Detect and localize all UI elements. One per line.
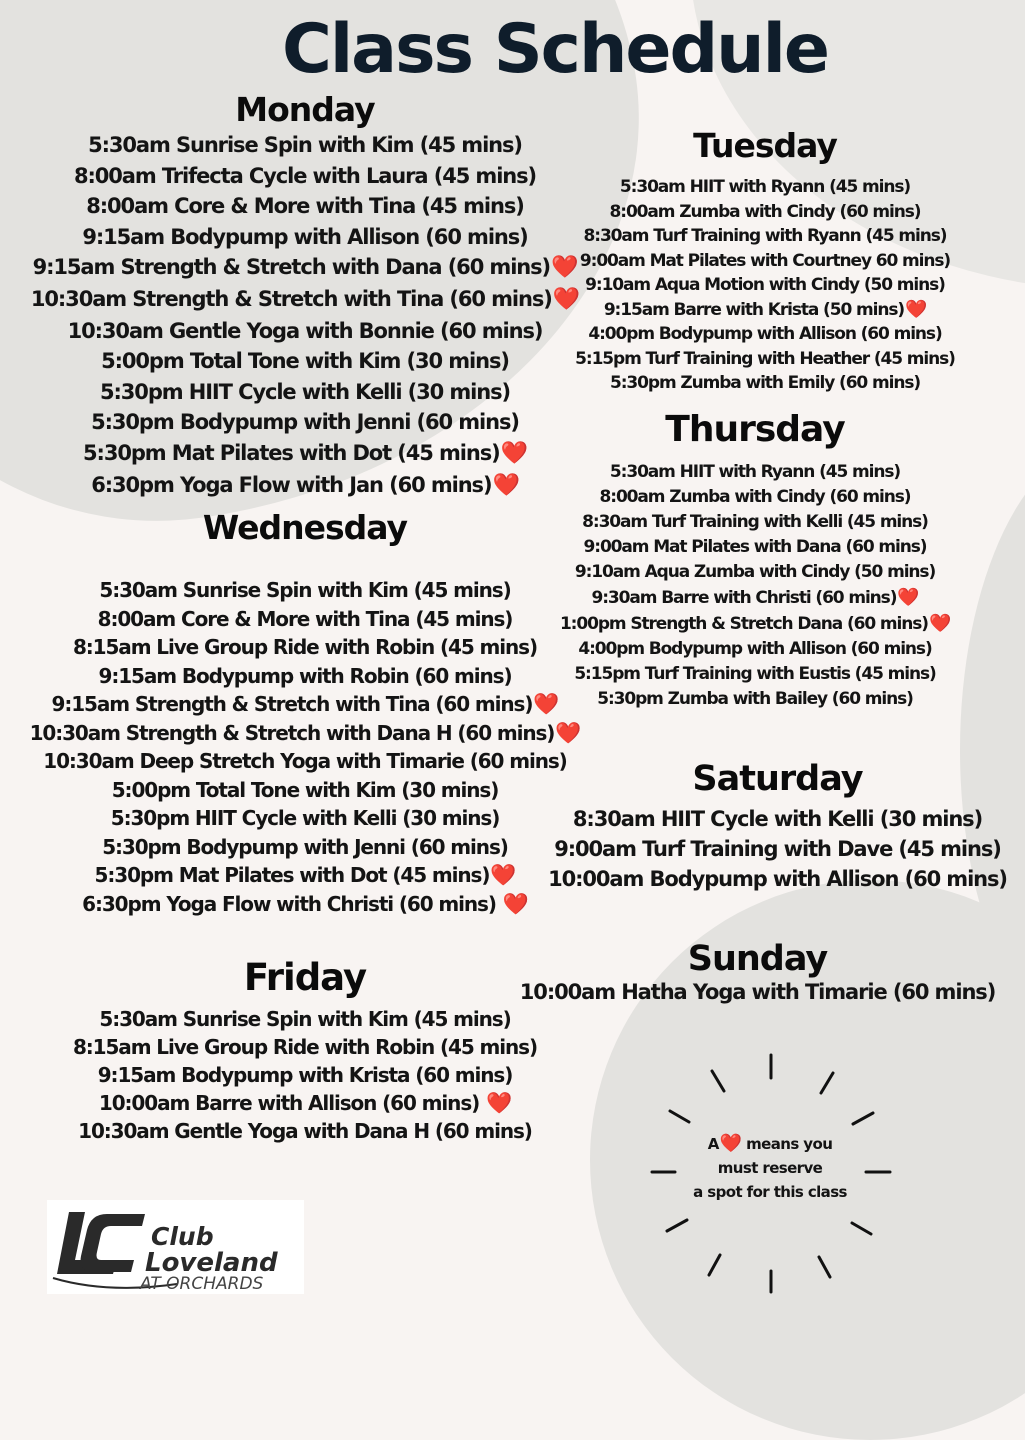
class-text: 9:15am Bodypump with Robin (60 mins) bbox=[98, 663, 512, 688]
class-list bbox=[540, 804, 1015, 894]
heart-icon: ❤️ bbox=[552, 286, 580, 312]
class-text: 10:30am Gentle Yoga with Dana H (60 mins) bbox=[78, 1119, 532, 1143]
day-section-wednesday bbox=[20, 508, 590, 918]
class-text: 5:00pm Total Tone with Kim (30 mins) bbox=[111, 777, 499, 802]
day-heading: Friday bbox=[243, 956, 367, 999]
class-text: 9:00am Turf Training with Dave (45 mins) bbox=[554, 837, 1001, 861]
class-text: 8:15am Live Group Ride with Robin (45 mins) bbox=[72, 635, 538, 659]
day-section-tuesday bbox=[520, 125, 1010, 396]
class-text: 9:15am Strength & Stretch with Tina (60 mins) bbox=[51, 692, 533, 716]
day-heading: Wednesday bbox=[202, 508, 408, 547]
class-item bbox=[20, 1117, 590, 1145]
class-item bbox=[510, 485, 1000, 510]
class-item bbox=[20, 1005, 590, 1033]
class-item bbox=[20, 316, 590, 347]
class-item bbox=[510, 460, 1000, 485]
class-item bbox=[20, 470, 590, 502]
class-item bbox=[20, 407, 590, 438]
class-item bbox=[500, 980, 1015, 1004]
class-item bbox=[540, 834, 1015, 864]
legend-prefix: A bbox=[707, 1135, 719, 1153]
class-text: 10:30am Gentle Yoga with Bonnie (60 mins) bbox=[67, 318, 543, 343]
class-text: 6:30pm Yoga Flow with Jan (60 mins) bbox=[91, 472, 492, 497]
class-item bbox=[510, 535, 1000, 560]
class-text: 6:30pm Yoga Flow with Christi (60 mins) bbox=[82, 891, 502, 916]
class-text: 4:00pm Bodypump with Allison (60 mins) bbox=[578, 639, 932, 659]
class-item bbox=[20, 747, 590, 776]
class-item bbox=[520, 371, 1010, 396]
class-text: 5:30pm Zumba with Bailey (60 mins) bbox=[597, 689, 913, 709]
class-text: 9:15am Bodypump with Allison (60 mins) bbox=[82, 224, 528, 249]
class-item bbox=[20, 719, 590, 748]
day-heading: Thursday bbox=[665, 409, 845, 450]
heart-icon: ❤️ bbox=[490, 863, 516, 887]
day-heading: Sunday bbox=[687, 939, 828, 979]
day-heading: Tuesday bbox=[693, 126, 837, 165]
heart-icon: ❤️ bbox=[500, 440, 527, 466]
class-item bbox=[20, 161, 590, 192]
class-item bbox=[510, 560, 1000, 585]
class-text: 8:15am Live Group Ride with Robin (45 mins) bbox=[72, 1035, 538, 1059]
class-text: 5:30pm Bodypump with Jenni (60 mins) bbox=[102, 834, 508, 859]
heart-icon: ❤️ bbox=[492, 472, 519, 498]
class-text: 8:00am Core & More with Tina (45 mins) bbox=[86, 194, 524, 219]
logo-line3: AT ORCHARDS bbox=[140, 1274, 264, 1294]
class-item bbox=[20, 890, 590, 919]
class-list bbox=[500, 980, 1015, 1004]
class-item bbox=[540, 804, 1015, 834]
heart-icon: ❤️ bbox=[551, 255, 578, 281]
class-list bbox=[20, 1005, 590, 1145]
day-heading: Monday bbox=[235, 90, 375, 129]
class-text: 9:15am Bodypump with Krista (60 mins) bbox=[97, 1063, 513, 1087]
class-text: 8:30am HIIT Cycle with Kelli (30 mins) bbox=[572, 807, 983, 831]
class-item bbox=[510, 637, 1000, 662]
class-text: 4:00pm Bodypump with Allison (60 mins) bbox=[588, 324, 942, 344]
class-text: 5:30am Sunrise Spin with Kim (45 mins) bbox=[99, 1007, 511, 1031]
legend-line1-suffix: means you bbox=[741, 1135, 833, 1153]
heart-icon: ❤️ bbox=[905, 298, 927, 320]
class-item bbox=[20, 804, 590, 833]
heart-icon: ❤️ bbox=[486, 1091, 512, 1115]
class-text: 5:30am HIIT with Ryann (45 mins) bbox=[609, 462, 901, 482]
class-text: 5:30pm Zumba with Emily (60 mins) bbox=[609, 373, 921, 393]
day-section-saturday bbox=[540, 758, 1015, 894]
class-text: 5:30pm Mat Pilates with Dot (45 mins) bbox=[94, 863, 490, 887]
class-text: 5:30pm HIIT Cycle with Kelli (30 mins) bbox=[99, 379, 510, 404]
class-item bbox=[520, 224, 1010, 249]
class-text: 10:30am Deep Stretch Yoga with Timarie (60 mins) bbox=[43, 749, 567, 773]
class-list bbox=[520, 175, 1010, 396]
class-item bbox=[520, 347, 1010, 372]
class-text: 5:00pm Total Tone with Kim (30 mins) bbox=[101, 349, 509, 374]
class-text: 5:15pm Turf Training with Heather (45 mins) bbox=[575, 348, 955, 369]
class-item bbox=[20, 690, 590, 719]
class-list bbox=[20, 576, 590, 918]
class-text: 8:00am Trifecta Cycle with Laura (45 mins) bbox=[73, 163, 537, 188]
class-text: 10:30am Strength & Stretch with Dana H (60 mins) bbox=[29, 720, 555, 745]
class-item bbox=[20, 346, 590, 377]
legend-note bbox=[660, 1132, 880, 1204]
heart-icon: ❤️ bbox=[533, 692, 559, 716]
class-item bbox=[20, 284, 590, 316]
legend-line bbox=[660, 1132, 880, 1156]
class-text: 5:30pm HIIT Cycle with Kelli (30 mins) bbox=[110, 806, 500, 830]
class-item bbox=[20, 1089, 590, 1117]
class-item bbox=[20, 662, 590, 691]
class-item bbox=[20, 1061, 590, 1089]
day-section-sunday bbox=[500, 938, 1015, 1004]
class-text: 9:10am Aqua Zumba with Cindy (50 mins) bbox=[574, 562, 936, 582]
class-text: 5:15pm Turf Training with Eustis (45 mins) bbox=[574, 664, 936, 684]
legend-line: a spot for this class bbox=[693, 1183, 847, 1201]
class-text: 5:30am Sunrise Spin with Kim (45 mins) bbox=[88, 133, 522, 157]
class-list bbox=[20, 130, 590, 501]
class-text: 10:00am Hatha Yoga with Timarie (60 mins) bbox=[519, 980, 996, 1004]
class-text: 9:10am Aqua Motion with Cindy (50 mins) bbox=[585, 275, 945, 295]
class-item bbox=[20, 633, 590, 662]
class-item bbox=[510, 611, 1000, 637]
class-text: 8:00am Zumba with Cindy (60 mins) bbox=[609, 201, 921, 222]
class-item bbox=[510, 585, 1000, 611]
class-text: 8:00am Zumba with Cindy (60 mins) bbox=[599, 487, 911, 507]
class-text: 8:00am Core & More with Tina (45 mins) bbox=[97, 606, 513, 631]
logo-line2: Loveland bbox=[145, 1248, 278, 1278]
class-item bbox=[20, 377, 590, 408]
class-item bbox=[520, 200, 1010, 225]
class-text: 9:00am Mat Pilates with Courtney 60 mins) bbox=[579, 250, 951, 271]
class-text: 10:00am Barre with Allison (60 mins) bbox=[98, 1091, 486, 1115]
class-text: 5:30pm Mat Pilates with Dot (45 mins) bbox=[83, 440, 500, 465]
class-item bbox=[20, 130, 590, 161]
class-item bbox=[20, 191, 590, 222]
day-heading: Saturday bbox=[692, 759, 863, 799]
class-item bbox=[20, 776, 590, 805]
class-item bbox=[20, 605, 590, 634]
class-item bbox=[520, 249, 1010, 274]
class-text: 9:15am Barre with Krista (50 mins) bbox=[603, 299, 905, 320]
heart-icon: ❤️ bbox=[555, 720, 581, 745]
class-text: 8:30am Turf Training with Kelli (45 mins) bbox=[582, 512, 928, 532]
class-item bbox=[540, 864, 1015, 894]
class-text: 5:30am HIIT with Ryann (45 mins) bbox=[619, 177, 911, 197]
class-item bbox=[20, 1033, 590, 1061]
class-item bbox=[20, 576, 590, 605]
class-item bbox=[510, 510, 1000, 535]
logo-line1: Club bbox=[151, 1222, 214, 1251]
heart-icon: ❤️ bbox=[502, 891, 528, 916]
class-text: 10:30am Strength & Stretch with Tina (60 mins) bbox=[30, 286, 552, 311]
class-item bbox=[510, 662, 1000, 687]
heart-icon: ❤️ bbox=[897, 587, 919, 608]
lc-logo-icon bbox=[47, 1200, 304, 1294]
class-text: 1:00pm Strength & Stretch Dana (60 mins) bbox=[559, 614, 928, 634]
class-list bbox=[510, 460, 1000, 712]
class-text: 5:30pm Bodypump with Jenni (60 mins) bbox=[91, 410, 519, 435]
class-text: 9:30am Barre with Christi (60 mins) bbox=[591, 588, 897, 608]
class-text: 8:30am Turf Training with Ryann (45 mins) bbox=[583, 226, 947, 246]
day-section-monday bbox=[20, 90, 590, 501]
class-text: 5:30am Sunrise Spin with Kim (45 mins) bbox=[99, 578, 511, 602]
legend-line: must reserve bbox=[717, 1159, 823, 1177]
class-item bbox=[20, 252, 590, 284]
heart-icon: ❤️ bbox=[928, 613, 951, 634]
heart-icon: ❤️ bbox=[719, 1133, 742, 1154]
class-text: 9:00am Mat Pilates with Dana (60 mins) bbox=[583, 537, 927, 557]
class-item bbox=[20, 861, 590, 890]
class-item bbox=[520, 322, 1010, 347]
class-text: 9:15am Strength & Stretch with Dana (60 mins) bbox=[32, 255, 551, 280]
class-text: 10:00am Bodypump with Allison (60 mins) bbox=[548, 867, 1007, 891]
class-item bbox=[510, 687, 1000, 712]
class-item bbox=[20, 833, 590, 862]
club-logo bbox=[47, 1200, 304, 1294]
class-item bbox=[20, 222, 590, 253]
page-title: Class Schedule bbox=[281, 10, 829, 89]
class-item bbox=[20, 438, 590, 470]
class-item bbox=[520, 273, 1010, 298]
class-item bbox=[520, 175, 1010, 200]
class-item bbox=[520, 298, 1010, 323]
day-section-thursday bbox=[510, 408, 1000, 712]
